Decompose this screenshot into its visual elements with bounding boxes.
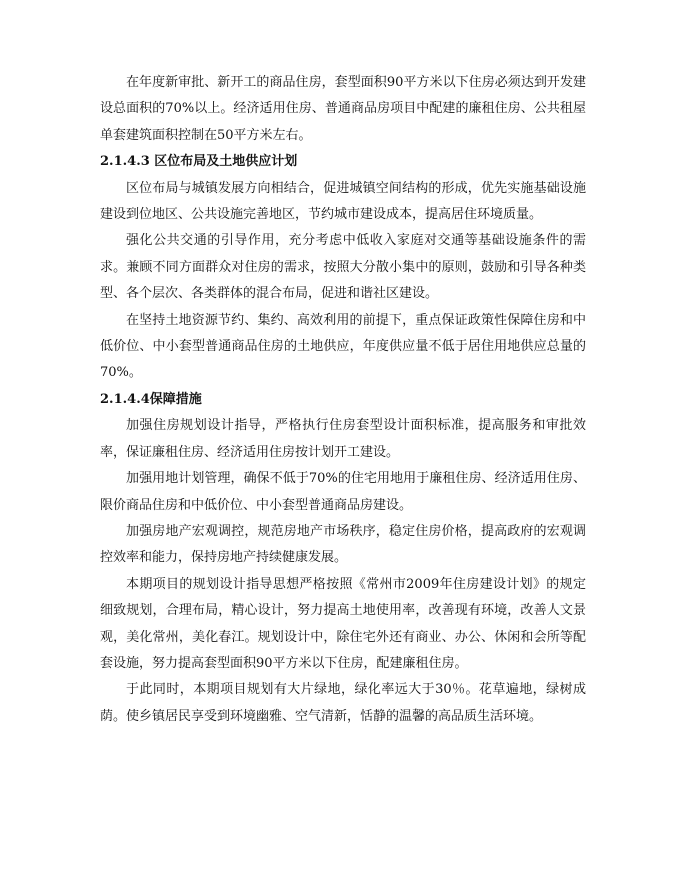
paragraph-location-layout: 区位布局与城镇发展方向相结合，促进城镇空间结构的形成，优先实施基础设施建设到位地区、公共设施完善地区，节约城市建设成本，提高居住环境质量。 xyxy=(100,180,586,223)
paragraph-land-plan: 加强用地计划管理，确保不低于70%的住宅用地用于廉租住房、经济适用住房、限价商品住房和中低价位、中小套型普通商品房建设。 xyxy=(100,471,586,513)
section-heading-2-1-4-3: 2.1.4.3 区位布局及土地供应计划 xyxy=(100,154,298,170)
paragraph-macro-control: 加强房地产宏观调控，规范房地产市场秩序，稳定住房价格，提高政府的宏观调控效率和能力，保持房地产持续健康发展。 xyxy=(100,523,586,566)
document-body xyxy=(100,70,586,730)
paragraph-planning-guidance: 加强住房规划设计指导，严格执行住房套型设计面积标准，提高服务和审批效率，保证廉租住房、经济适用住房按计划开工建设。 xyxy=(100,418,586,460)
section-heading-2-1-4-4: 2.1.4.4保障措施 xyxy=(100,391,202,407)
paragraph-public-transport: 强化公共交通的引导作用，充分考虑中低收入家庭对交通等基础设施条件的需求。兼顾不同方面群众对住房的需求，按照大分散小集中的原则，鼓励和引导各种类型、各个层次、各类群体的混合布局，促进和谐社区建设。 xyxy=(100,233,586,302)
paragraph-project-guideline: 本期项目的规划设计指导思想严格按照《常州市2009年住房建设计划》的规定细致规划，合理布局，精心设计，努力提高土地使用率，改善现有环境，改善人文景观，美化常州，美化春江。规划设计中，除住宅外还有商业、办公、休闲和会所等配套设施，努力提高套型面积90平方米以下住房，配建廉租住房。 xyxy=(100,576,586,671)
paragraph-green-space: 于此同时，本期项目规划有大片绿地，绿化率远大于30％。花草遍地，绿树成荫。使乡镇居民享受到环境幽雅、空气清新，恬静的温馨的高品质生活环境。 xyxy=(100,682,586,724)
paragraph-land-supply: 在坚持土地资源节约、集约、高效利用的前提下，重点保证政策性保障住房和中低价位、中小套型普通商品住房的土地供应，年度供应量不低于居住用地供应总量的70%。 xyxy=(100,312,586,381)
paragraph-housing-area: 在年度新审批、新开工的商品住房，套型面积90平方米以下住房必须达到开发建设总面积的70%以上。经济适用住房、普通商品房项目中配建的廉租住房、公共租屋单套建筑面积控制在50平方米左右。 xyxy=(100,75,586,143)
